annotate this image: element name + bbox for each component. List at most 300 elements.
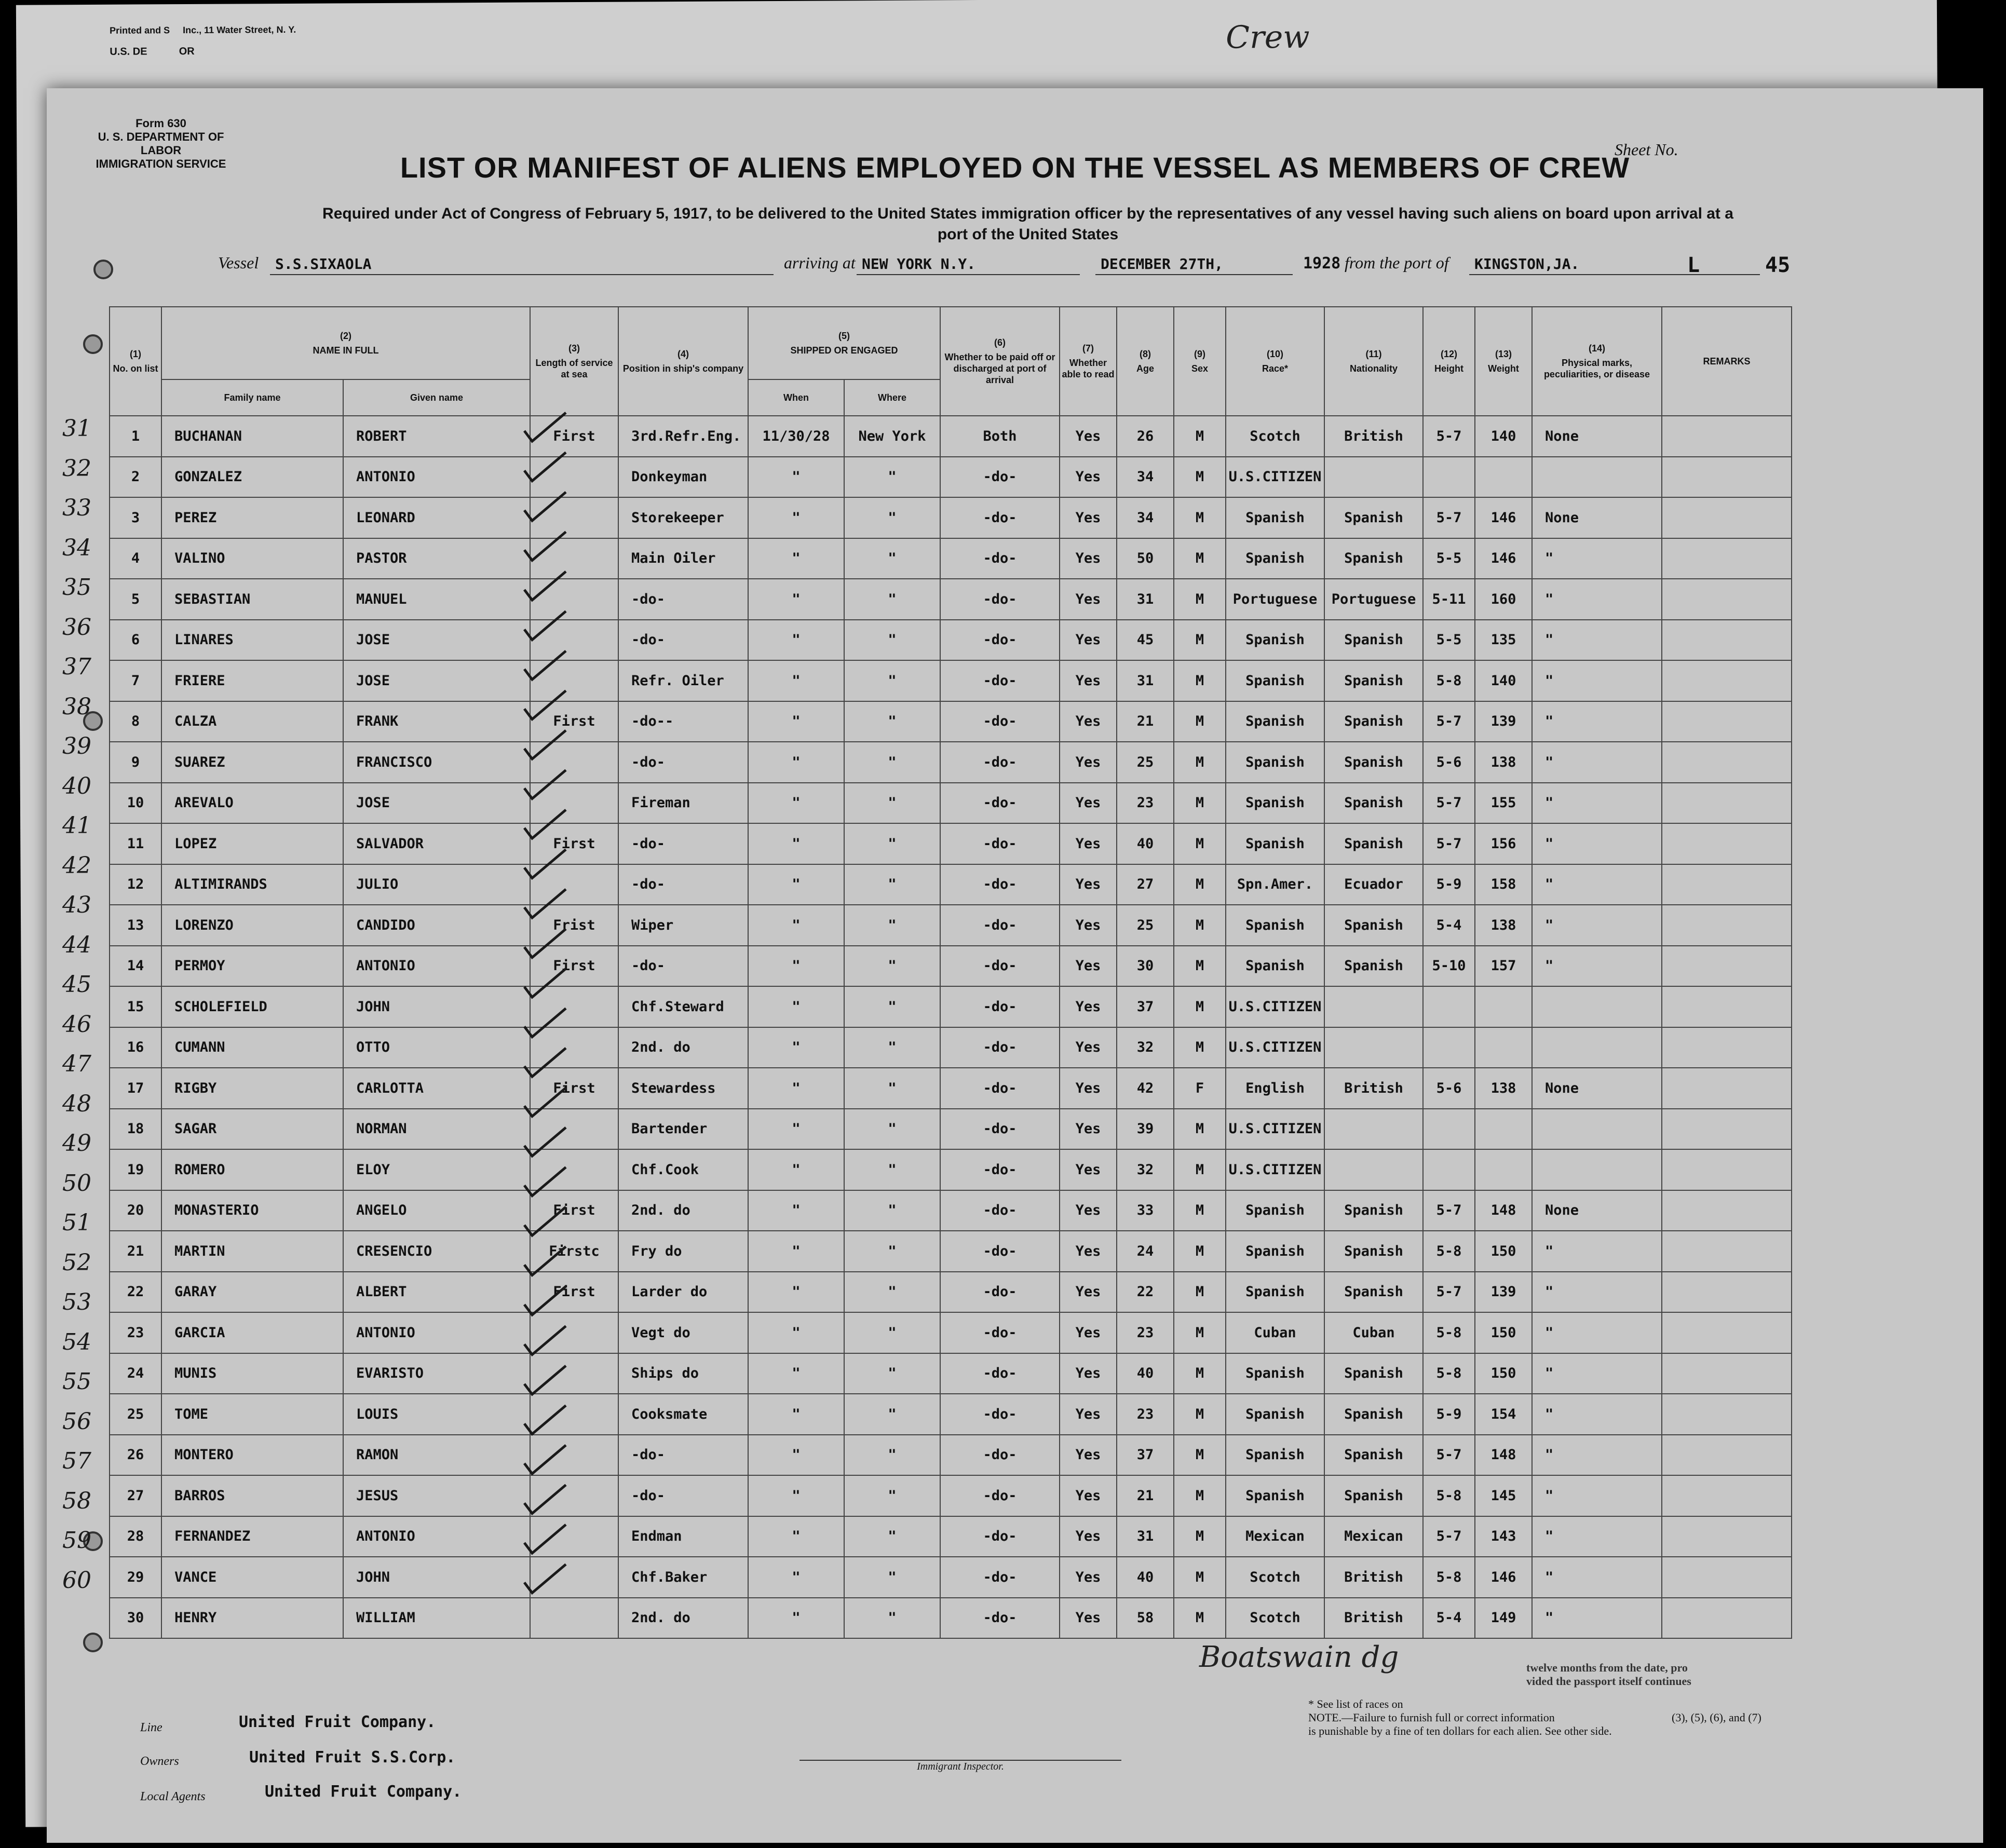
given-name-cell: CANDIDO [343,905,530,946]
handwritten-row-number: 51 [62,1210,91,1236]
physical-marks-cell: " [1532,1272,1662,1313]
race-cell: Cuban [1226,1312,1324,1353]
paid-off-cell: -do- [940,1027,1060,1068]
position-cell: -do- [618,742,748,783]
physical-marks-cell: None [1532,497,1662,538]
check-mark [524,612,566,640]
shipped-where-cell: " [844,457,940,498]
note-races: * See list of races on [1308,1697,1403,1710]
paid-off-cell: -do- [940,1231,1060,1272]
age-cell: 40 [1117,1353,1174,1394]
given-name-cell: JESUS [343,1475,530,1516]
check-mark [524,572,566,600]
col-1-label: No. on list [113,363,158,374]
shipped-where-cell: " [844,538,940,579]
age-cell: 58 [1117,1598,1174,1639]
sheet-no-label: Sheet No. [1615,140,1678,159]
check-mark [524,1445,566,1474]
row-number-cell: 7 [110,660,161,701]
sex-cell: M [1174,1394,1226,1435]
given-name-cell: ELOY [343,1149,530,1190]
col-1-number: (1) [130,349,141,359]
paid-off-cell: -do- [940,1312,1060,1353]
col-8-label: Age [1136,363,1154,374]
paid-off-cell: -do- [940,1068,1060,1109]
sex-cell: M [1174,1312,1226,1353]
shipped-when-cell: " [748,1353,844,1394]
age-cell: 21 [1117,1475,1174,1516]
physical-marks-cell: " [1532,620,1662,661]
shipped-when-cell: " [748,1557,844,1598]
length-of-service-cell: First [530,1190,618,1231]
check-mark [524,730,566,759]
nationality-cell: British [1324,1068,1423,1109]
check-mark [524,1048,566,1077]
given-name-cell: ANTONIO [343,1516,530,1557]
nationality-cell: Spanish [1324,1394,1423,1435]
check-mark [524,889,566,918]
given-name-cell: PASTOR [343,538,530,579]
shipped-when-cell: " [748,579,844,620]
family-name-cell: LOPEZ [161,823,343,864]
handwritten-row-number: 31 [62,415,91,442]
physical-marks-cell: " [1532,1475,1662,1516]
check-mark [524,1207,566,1235]
position-cell: 2nd. do [618,1027,748,1068]
col-4-label: Position in ship's company [622,363,744,374]
nationality-cell: British [1324,416,1423,457]
handwritten-row-number: 46 [62,1011,91,1038]
sex-cell: M [1174,1353,1226,1394]
row-number-cell: 11 [110,823,161,864]
nationality-cell: Ecuador [1324,864,1423,905]
able-to-read-cell: Yes [1060,946,1117,987]
sex-cell: M [1174,946,1226,987]
shipped-where-cell: " [844,1027,940,1068]
col-15-label: REMARKS [1703,356,1751,366]
handwritten-row-number: 39 [62,733,91,759]
check-mark [524,691,566,719]
arrival-date: DECEMBER 27TH, [1101,255,1224,273]
nationality-cell: British [1324,1557,1423,1598]
nationality-cell: Spanish [1324,701,1423,742]
sex-cell: M [1174,1557,1226,1598]
race-cell: Spanish [1226,620,1324,661]
department: U. S. DEPARTMENT OF LABOR [98,130,224,157]
nationality-cell: Spanish [1324,742,1423,783]
sex-cell: M [1174,1149,1226,1190]
position-cell: Main Oiler [618,538,748,579]
family-name-cell: CUMANN [161,1027,343,1068]
shipped-where-cell: " [844,742,940,783]
shipped-when-cell: " [748,701,844,742]
family-name-cell: FERNANDEZ [161,1516,343,1557]
height-cell: 5-7 [1423,701,1475,742]
sex-cell: M [1174,905,1226,946]
given-name-cell: MANUEL [343,579,530,620]
check-mark [524,453,566,481]
given-name-cell: SALVADOR [343,823,530,864]
shipped-where-cell: " [844,783,940,824]
back-dept-start: U.S. DE [110,46,147,58]
paid-off-cell: -do- [940,1435,1060,1476]
race-cell: Spanish [1226,660,1324,701]
col-10-label: Race* [1262,363,1289,374]
shipped-when-cell: " [748,1598,844,1639]
physical-marks-cell: " [1532,1598,1662,1639]
able-to-read-cell: Yes [1060,1394,1117,1435]
family-name-cell: SCHOLEFIELD [161,986,343,1027]
length-of-service-cell: First [530,701,618,742]
row-number-cell: 24 [110,1353,161,1394]
nationality-cell: Spanish [1324,497,1423,538]
check-mark [524,492,566,521]
shipped-when-cell: " [748,497,844,538]
paid-off-cell: -do- [940,497,1060,538]
height-cell: 5-8 [1423,1475,1475,1516]
position-cell: -do- [618,620,748,661]
race-cell: Spanish [1226,783,1324,824]
height-cell: 5-9 [1423,1394,1475,1435]
position-cell: Bartender [618,1109,748,1150]
paid-off-cell: -do- [940,1598,1060,1639]
shipped-where-cell: " [844,823,940,864]
shipped-when-cell: " [748,1027,844,1068]
length-of-service-cell: Frist [530,905,618,946]
sex-cell: M [1174,620,1226,661]
col-5-number: (5) [838,331,850,341]
physical-marks-cell: " [1532,905,1662,946]
handwritten-row-number: 45 [62,971,91,998]
agents-label: Local Agents [140,1790,206,1803]
physical-marks-cell: " [1532,701,1662,742]
physical-marks-cell: " [1532,864,1662,905]
height-cell: 5-4 [1423,905,1475,946]
paid-off-cell: -do- [940,1109,1060,1150]
race-cell: Spanish [1226,1272,1324,1313]
age-cell: 42 [1117,1068,1174,1109]
race-cell: Spanish [1226,946,1324,987]
race-cell: Scotch [1226,416,1324,457]
given-name-cell: LOUIS [343,1394,530,1435]
paid-off-cell: -do- [940,742,1060,783]
shipped-where-cell: " [844,1272,940,1313]
check-mark [524,1366,566,1394]
physical-marks-cell: " [1532,1231,1662,1272]
form-number: Form 630 [135,117,186,130]
shipped-when-cell: " [748,946,844,987]
shipped-when-cell: " [748,1109,844,1150]
paid-off-cell: -do- [940,1394,1060,1435]
length-of-service-cell: First [530,823,618,864]
able-to-read-cell: Yes [1060,1312,1117,1353]
family-name-cell: ROMERO [161,1149,343,1190]
shipped-where-cell: " [844,1068,940,1109]
shipped-where-cell: " [844,1435,940,1476]
handwritten-row-number: 41 [62,812,91,839]
row-number-cell: 2 [110,457,161,498]
row-number-cell: 17 [110,1068,161,1109]
line-value: United Fruit Company. [239,1713,436,1731]
able-to-read-cell: Yes [1060,905,1117,946]
position-cell: Vegt do [618,1312,748,1353]
able-to-read-cell: Yes [1060,1068,1117,1109]
from-port-label: from the port of [1345,253,1449,272]
note-main: NOTE.—Failure to furnish full or correct information [1308,1711,1555,1724]
given-name-cell: JOHN [343,986,530,1027]
family-name-cell: SEBASTIAN [161,579,343,620]
row-number-cell: 6 [110,620,161,661]
check-mark [524,1009,566,1037]
weight-cell: 155 [1475,783,1532,824]
family-name-cell: SUAREZ [161,742,343,783]
race-cell: Spanish [1226,1435,1324,1476]
check-mark [524,1127,566,1156]
sex-cell: M [1174,1598,1226,1639]
weight-cell: 138 [1475,905,1532,946]
able-to-read-cell: Yes [1060,1190,1117,1231]
given-name-cell: JULIO [343,864,530,905]
nationality-cell: Spanish [1324,783,1423,824]
position-cell: Endman [618,1516,748,1557]
paid-off-cell: -do- [940,660,1060,701]
height-cell: 5-7 [1423,1435,1475,1476]
position-cell: Storekeeper [618,497,748,538]
weight-cell: 156 [1475,823,1532,864]
height-cell: 5-7 [1423,1516,1475,1557]
row-number-cell: 25 [110,1394,161,1435]
handwritten-row-number: 54 [62,1328,91,1355]
family-name-cell: PEREZ [161,497,343,538]
weight-cell: 150 [1475,1231,1532,1272]
physical-marks-cell: " [1532,1516,1662,1557]
given-name-cell: JOSE [343,660,530,701]
sex-cell: M [1174,1516,1226,1557]
weight-cell: 150 [1475,1353,1532,1394]
shipped-where-cell: " [844,1109,940,1150]
handwritten-row-number: 58 [62,1487,91,1514]
height-cell: 5-7 [1423,1190,1475,1231]
family-name-cell: ALTIMIRANDS [161,864,343,905]
check-mark [524,1525,566,1553]
sex-cell: M [1174,1435,1226,1476]
weight-cell: 143 [1475,1516,1532,1557]
given-name-cell: LEONARD [343,497,530,538]
weight-cell: 150 [1475,1312,1532,1353]
check-mark [524,1247,566,1275]
col-11-number: (11) [1365,349,1382,359]
col-2-label: NAME IN FULL [313,345,379,356]
paid-off-cell: -do- [940,579,1060,620]
age-cell: 31 [1117,660,1174,701]
age-cell: 37 [1117,1435,1174,1476]
shipped-where-cell: " [844,905,940,946]
paid-off-cell: -do- [940,1353,1060,1394]
given-name-cell: ANTONIO [343,1312,530,1353]
age-cell: 37 [1117,986,1174,1027]
check-mark [524,1167,566,1196]
paid-off-cell: -do- [940,783,1060,824]
given-name-cell: JOHN [343,1557,530,1598]
row-number-cell: 29 [110,1557,161,1598]
age-cell: 23 [1117,783,1174,824]
physical-marks-cell: " [1532,660,1662,701]
height-cell: 5-8 [1423,1557,1475,1598]
able-to-read-cell: Yes [1060,742,1117,783]
position-cell: Fireman [618,783,748,824]
sex-cell: M [1174,1231,1226,1272]
nationality-cell: Portuguese [1324,579,1423,620]
age-cell: 24 [1117,1231,1174,1272]
able-to-read-cell: Yes [1060,1557,1117,1598]
sex-cell: M [1174,701,1226,742]
weight-cell: 140 [1475,660,1532,701]
manifest-sheet [47,88,1983,1843]
col-11-label: Nationality [1349,363,1398,374]
weight-cell: 154 [1475,1394,1532,1435]
nationality-cell: Spanish [1324,1190,1423,1231]
row-number-cell: 13 [110,905,161,946]
age-cell: 33 [1117,1190,1174,1231]
printer-address: Inc., 11 Water Street, N. Y. [183,24,296,36]
physical-marks-cell: " [1532,1435,1662,1476]
shipped-when-cell: " [748,457,844,498]
handwritten-row-number: 50 [62,1170,91,1197]
height-cell: 5-4 [1423,1598,1475,1639]
able-to-read-cell: Yes [1060,579,1117,620]
age-cell: 23 [1117,1312,1174,1353]
race-cell: Scotch [1226,1557,1324,1598]
sex-cell: M [1174,1109,1226,1150]
given-name-cell: EVARISTO [343,1353,530,1394]
shipped-where-cell: " [844,1557,940,1598]
given-name-cell: NORMAN [343,1109,530,1150]
height-cell: 5-5 [1423,538,1475,579]
nationality-cell: Spanish [1324,823,1423,864]
weight-cell: 146 [1475,1557,1532,1598]
position-cell: -do-- [618,701,748,742]
sex-cell: M [1174,1027,1226,1068]
position-cell: 2nd. do [618,1598,748,1639]
race-cell: Spanish [1226,1190,1324,1231]
sex-cell: M [1174,742,1226,783]
race-cell: Spanish [1226,701,1324,742]
age-cell: 25 [1117,742,1174,783]
race-cell: Spanish [1226,742,1324,783]
age-cell: 50 [1117,538,1174,579]
paid-off-cell: -do- [940,701,1060,742]
shipped-when-cell: " [748,1231,844,1272]
physical-marks-cell: " [1532,1353,1662,1394]
able-to-read-cell: Yes [1060,1598,1117,1639]
shipped-where-cell: " [844,660,940,701]
note-columns: (3), (5), (6), and (7) [1672,1711,1761,1724]
given-name-cell: ANTONIO [343,946,530,987]
sex-cell: M [1174,660,1226,701]
shipped-where-cell: " [844,1190,940,1231]
nationality-cell: Spanish [1324,660,1423,701]
handwritten-row-number: 37 [62,654,91,680]
handwritten-row-number: 47 [62,1051,91,1077]
family-name-cell: BARROS [161,1475,343,1516]
back-department [110,46,194,58]
from-port: KINGSTON,JA. [1474,255,1580,273]
able-to-read-cell: Yes [1060,1272,1117,1313]
handwritten-row-number: 33 [62,495,91,521]
check-mark [524,532,566,561]
col-8-number: (8) [1140,349,1151,359]
given-name-cell: OTTO [343,1027,530,1068]
paid-off-cell: -do- [940,1190,1060,1231]
col-10-number: (10) [1266,349,1283,359]
age-cell: 30 [1117,946,1174,987]
height-cell: 5-8 [1423,660,1475,701]
height-cell: 5-8 [1423,1353,1475,1394]
family-name-cell: FRIERE [161,660,343,701]
col-5-label: SHIPPED OR ENGAGED [790,345,898,356]
sex-cell: M [1174,538,1226,579]
able-to-read-cell: Yes [1060,620,1117,661]
length-of-service-cell: First [530,416,618,457]
weight-cell: 148 [1475,1435,1532,1476]
shipped-when-cell: " [748,1312,844,1353]
paid-off-cell: -do- [940,1557,1060,1598]
physical-marks-cell: None [1532,416,1662,457]
family-name-cell: SAGAR [161,1109,343,1150]
nationality-cell: Spanish [1324,1231,1423,1272]
shipped-when-cell: " [748,1475,844,1516]
sex-cell: M [1174,823,1226,864]
handwritten-row-number: 55 [62,1368,91,1395]
position-cell: 2nd. do [618,1190,748,1231]
owners-value: United Fruit S.S.Corp. [249,1748,456,1767]
nationality-cell: Spanish [1324,1353,1423,1394]
position-cell: Larder do [618,1272,748,1313]
race-cell: U.S.CITIZEN [1226,1109,1324,1150]
weight-cell: 139 [1475,701,1532,742]
row-number-cell: 9 [110,742,161,783]
paid-off-cell: -do- [940,538,1060,579]
race-cell: Mexican [1226,1516,1324,1557]
physical-marks-cell: " [1532,1394,1662,1435]
age-cell: 26 [1117,416,1174,457]
handwritten-row-number: 32 [62,455,91,482]
weight-cell: 146 [1475,497,1532,538]
race-cell: Spanish [1226,823,1324,864]
given-name-cell: WILLIAM [343,1598,530,1639]
paid-off-cell: -do- [940,1149,1060,1190]
printer-line [110,24,296,36]
weight-cell: 157 [1475,946,1532,987]
position-cell: Wiper [618,905,748,946]
weight-cell: 160 [1475,579,1532,620]
vessel-label: Vessel [218,253,259,272]
able-to-read-cell: Yes [1060,783,1117,824]
check-mark [524,770,566,799]
able-to-read-cell: Yes [1060,1231,1117,1272]
position-cell: Chf.Cook [618,1149,748,1190]
sex-cell: M [1174,864,1226,905]
weight-cell: 138 [1475,742,1532,783]
row-number-cell: 8 [110,701,161,742]
handwritten-row-number: 34 [62,534,91,561]
able-to-read-cell: Yes [1060,823,1117,864]
handwritten-row-number: 56 [62,1408,91,1435]
sex-cell: M [1174,579,1226,620]
handwritten-row-number: 57 [62,1448,91,1474]
vessel-name: S.S.SIXAOLA [275,255,372,273]
race-cell: Spanish [1226,1231,1324,1272]
